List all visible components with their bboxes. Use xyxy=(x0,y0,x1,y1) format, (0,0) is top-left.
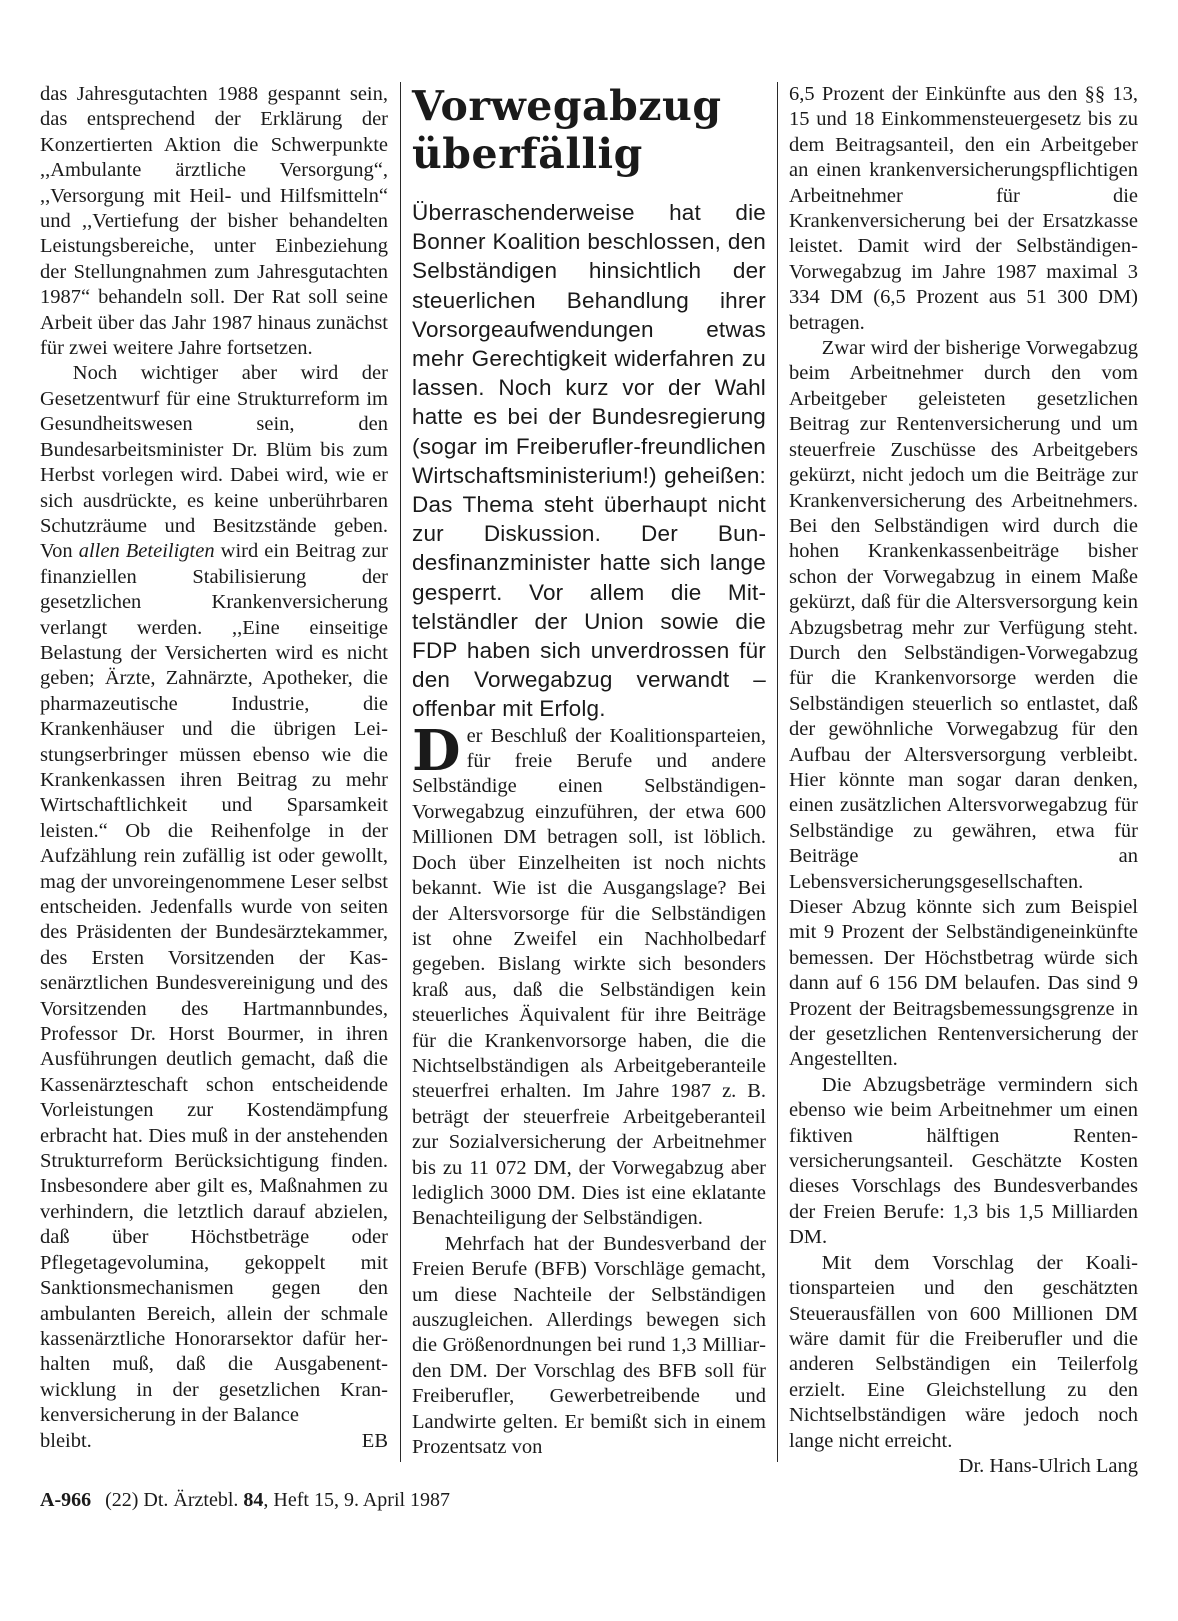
column-3 xyxy=(789,82,1138,1479)
headline-line-1: Vorwegabzug xyxy=(412,82,722,130)
col1-paragraph-2-text-a: Noch wichtiger aber wird der Gesetzentwurf für eine Strukturreform im Gesundheitswesen sein, den Bundesarbeitsminister Dr. Blüm bis zum Herbst vorlegen wird. Dabei wird, wie er sich ausdrückte, es keine unberührbaren Schutzräume und Besitzstände geben. Von xyxy=(40,362,388,563)
column-2 xyxy=(412,82,766,1460)
col1-signature: EB xyxy=(361,1429,388,1452)
col3-paragraph-2: Zwar wird der bisherige Vorwegabzug beim Arbeitnehmer durch den vom Arbeitgeber geleisteten gesetzlichen Beitrag zur Rentenversicherung und um steuerfreie Zuschüsse des Arbeitgebers gekürzt, nicht jedoch um die Beiträge zur Krankenversicherung des Arbeitnehmers. Bei den Selbständigen wird durch die hohen Krankenkassenbeiträge bisher schon der Vorwegabzug in einem Maße gekürzt, daß für die Altersversorgung kein Abzugsbetrag mehr zur Verfügung steht. Durch den Selbständigen-Vorwegabzug für die Krankenvorsorge werden die Selbständigen steuerlich so entlastet, daß der gewöhnliche Vorwegabzug für den Aufbau der Altersversorgung verbleibt. Hier könnte man sogar daran denken, einen zusätzlichen Altersvorwegabzug für Selbständige zu gewähren, etwa für Beiträge an Lebensversicherungsgesellschaften. Dieser Abzug könnte sich zum Beispiel mit 9 Prozent der Selbständigeneinkünfte bemessen. Der Höchstbetrag würde sich dann auf 6 156 DM belaufen. Das sind 9 Prozent der Beitragsbemessungsgrenze in der gesetzlichen Rentenversicherung der Angestellten. xyxy=(789,337,1138,1071)
col1-emphasis: allen Beteiligten xyxy=(78,540,215,563)
col3-paragraph-4: Mit dem Vorschlag der Koalitionsparteien und den geschätzten Steuerausfällen von 600 Millionen DM wäre damit für die Freiberufler und die anderen Selbständigen ein Teilerfolg erzielt. Eine Gleichstellung zu den Nichtselbständigen wäre jedoch noch lange nicht erreicht. xyxy=(789,1251,1138,1452)
citation-volume: 84 xyxy=(243,1489,264,1511)
citation-prefix: (22) Dt. Ärztebl. xyxy=(105,1489,244,1511)
col2-paragraph-1-text: er Beschluß der Koalitionsparteien, für freie Berufe und andere Selbständige einen Selbständigen-Vorwegabzug einzuführen, der etwa 600 Millionen DM betragen soll, ist löblich. Doch über Einzelheiten ist noch nichts bekannt. Wie ist die Ausgangslage? Bei der Altersvorsorge für die Selbständigen ist ohne Zweifel ein Nachholbedarf gegeben. Bislang wirkte sich besonders kraß aus, daß die Selbständigen kein steuerliches Äquivalent für ihre Beiträge für die Krankenvorsorge haben, die die Nichtselbständigen als Arbeitgeberanteile steuerfrei erhalten. Im Jahre 1987 z. B. beträgt der steuerfreie Arbeitgeberanteil zur Sozialversicherung der Arbeitnehmer bis zu 11 072 DM, der Vorwegabzug aber lediglich 3000 DM. Dies ist eine eklatante Benachteiligung der Selbständigen. xyxy=(412,724,766,1230)
col2-paragraph-1 xyxy=(412,717,766,1232)
page-footer xyxy=(40,1487,450,1513)
article-headline xyxy=(412,82,766,178)
col3-paragraph-3: Die Abzugsbeträge vermindern sich ebenso wie beim Arbeitnehmer um einen fiktiven hälftigen Rentenversicherungsanteil. Geschätzte Kosten dieses Vorschlags des Bundesverbandes der Freien Berufe: 1,3 bis 1,5 Milliarden DM. xyxy=(789,1073,1138,1249)
column-1 xyxy=(40,82,388,1454)
col1-last-word: bleibt. xyxy=(40,1429,92,1452)
col1-paragraph-1: das Jahresgutachten 1988 gespannt sein, das entsprechend der Erklärung der Konzertierten Aktion die Schwerpunkte ,,Ambulante ärztliche Versorgung“, ,,Versorgung mit Heil- und Hilfsmitteln“ und ,,Vertiefung der bisher behandelten Leistungsbereiche, unter Einbeziehung der Stellungnahmen zum Jahresgutachten 1987“ behandeln soll. Der Rat soll seine Arbeit über das Jahr 1987 hinaus zunächst für zwei weitere Jahre fortsetzen. xyxy=(40,83,388,360)
citation-suffix: , Heft 15, 9. April 1987 xyxy=(263,1489,451,1511)
col2-paragraph-2: Mehrfach hat der Bundesverband der Freien Berufe (BFB) Vorschläge gemacht, um diese Nachteile der Selbständigen auszugleichen. Allerdings bewegen sich die Größenordnungen bei rund 1,3 Milliarden DM. Der Vorschlag des BFB soll für Freiberufler, Gewerbetreibende und Landwirte gelten. Er bemißt sich in einem Prozentsatz von xyxy=(412,1232,766,1459)
author-signature: Dr. Hans-Ulrich Lang xyxy=(958,1454,1138,1477)
col1-last-line xyxy=(40,1429,388,1454)
col1-paragraph-2-text-b: wird ein Beitrag zur finanziellen Stabilisierung der gesetzlichen Krankenversicherung verlangt werden. ,,Eine einseitige Belastung der Versicherten wird es nicht geben; Ärzte, Zahnärzte, Apotheker, die pharmazeutische Industrie, die Krankenhäuser und die übrigen Leistungserbringer müssen ebenso wie die Krankenkassen ihren Beitrag zu mehr Wirtschaftlichkeit und Sparsamkeit leisten.“ Ob die Reihenfolge in der Aufzählung rein zufällig ist oder gewollt, mag der unvoreingenommene Leser selbst entscheiden. Jedenfalls wurde von seiten des Präsidenten der Bundesärztekammer, des Ersten Vorsitzenden der Kassenärztlichen Bundesvereinigung und des Vorsitzenden des Hartmannbundes, Professor Dr. Horst Bourmer, in ihren Ausführungen deutlich gemacht, daß die Kassenärzteschaft schon entscheidende Vorleistungen zur Kostendämpfung erbracht hat. Dies muß in der anstehenden Strukturreform Berücksichtigung finden. Insbesondere aber gilt es, Maßnahmen zu verhindern, die letztlich darauf abzielen, daß über Höchstbeträge oder Pflegetagevolumina, gekoppelt mit Sanktionsmechanismen gegen den ambulanten Bereich, allein der schmale kassenärztliche Honorarsektor dafür herhalten muß, daß die Ausgabenentwicklung in der gesetzlichen Krankenversicherung in der Balance xyxy=(40,540,388,1427)
drop-cap: D xyxy=(412,717,461,784)
col1-paragraph-2 xyxy=(40,361,388,1428)
column-rule-right xyxy=(777,82,778,1462)
column-rule-left xyxy=(400,82,401,1462)
page-number: A-966 xyxy=(40,1489,92,1511)
col3-paragraph-1: 6,5 Prozent der Einkünfte aus den §§ 13, 15 und 18 Einkommensteuergesetz bis zu dem Beitragsanteil, den ein Arbeitgeber an einen krankenversicherungspflichtigen Arbeitnehmer für die Krankenversicherung bei der Ersatzkasse leistet. Damit wird der Selbständigen-Vorwegabzug im Jahre 1987 maximal 3 334 DM (6,5 Prozent aus 51 300 DM) betragen. xyxy=(789,83,1138,334)
article-lead: Überraschenderweise hat die Bonner Koalition beschlossen, den Selbständigen hinsichtlich der steuerlichen Behandlung ihrer Vorsorgeaufwendungen etwas mehr Gerechtigkeit widerfahren zu lassen. Noch kurz vor der Wahl hatte es bei der Bundesregierung (sogar im Freiberufler-freundlichen Wirtschaftsministerium!) geheißen: Das Thema steht überhaupt nicht zur Diskussion. Der Bundesfinanzminister hatte sich lange gesperrt. Vor allem die Mittelständler der Union sowie die FDP haben sich unverdrossen für den Vorwegabzug verwandt – offenbar mit Erfolg. xyxy=(412,200,766,722)
headline-line-2: überfällig xyxy=(412,130,643,178)
